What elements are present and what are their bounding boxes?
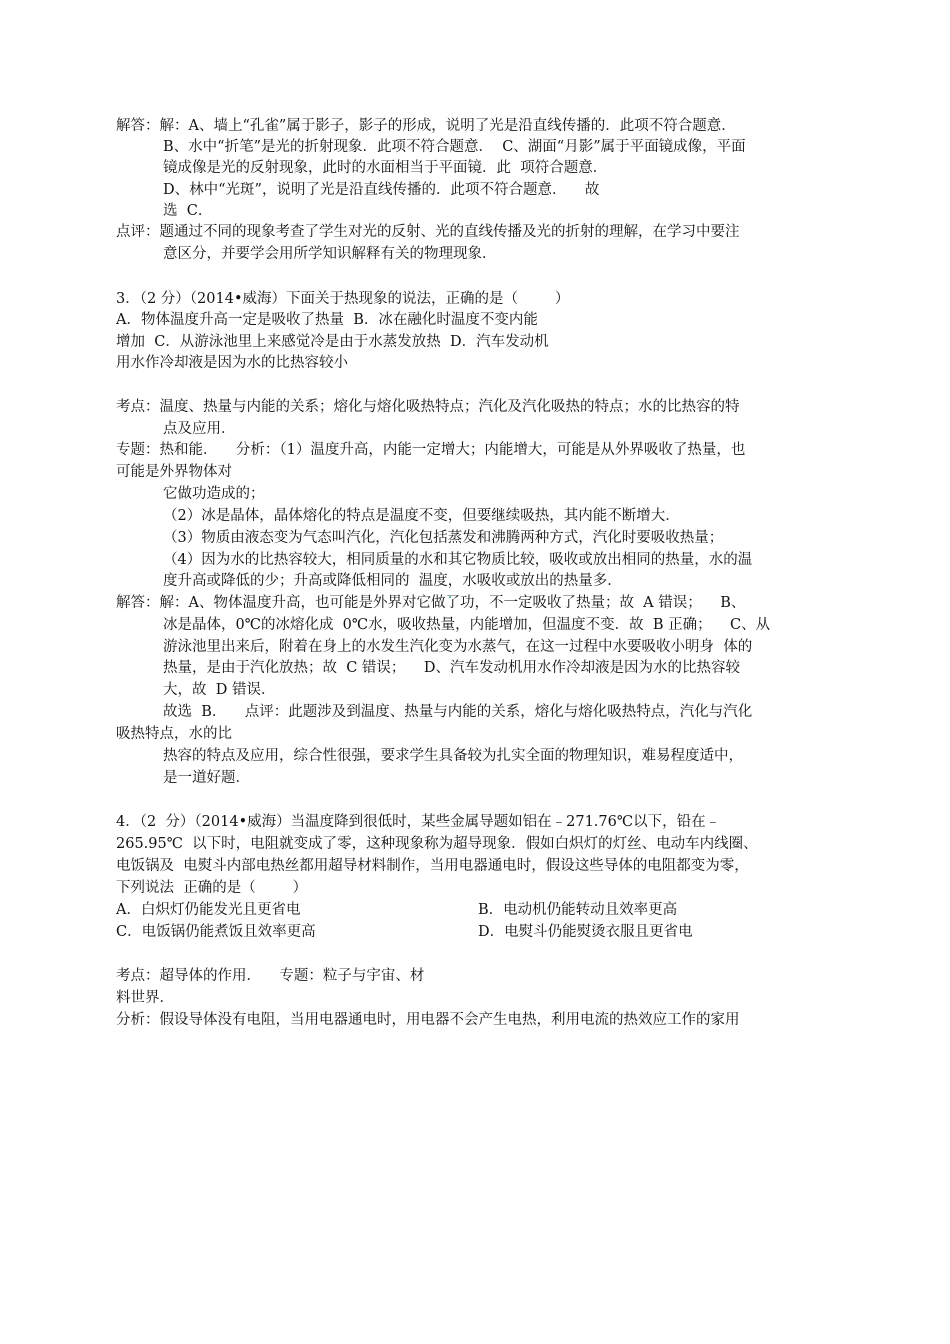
kaodian-line: 料世界．: [116, 990, 174, 1006]
kaodian-line: 考点：温度、热量与内能的关系；熔化与熔化吸热特点；汽化及汽化吸热的特点；水的比热容的特: [116, 399, 740, 415]
answer-line: 镜成像是光的反射现象，此时的水面相当于平面镜．此 项符合题意．: [163, 160, 608, 176]
analysis-line: 可能是外界物体对: [116, 464, 232, 480]
analysis-line: 专题：热和能． 分析：（1）温度升高，内能一定增大；内能增大，可能是从外界吸收了热量，也: [116, 442, 746, 458]
analysis-line: 分析：假设导体没有电阻，当用电器通电时，用电器不会产生电热，利用电流的热效应工作的家用: [116, 1012, 740, 1028]
question-stem: 电饭锅及 电熨斗内部电热丝都用超导材料制作，当用电器通电时，假设这些导体的电阻都变为零，: [116, 858, 749, 874]
question-stem: 4．（2 分）（2014•威海）当温度降到很低时，某些金属导题如铝在﹣271.76℃以下，铅在﹣: [116, 814, 721, 830]
answer-line: 游泳池里出来后，附着在身上的水发生汽化变为水蒸气，在这一过程中水要吸收小明身 体的: [163, 639, 753, 655]
answer-line: 吸热特点，水的比: [116, 726, 232, 742]
question-stem: 265.95℃ 以下时，电阻就变成了零，这种现象称为超导现象．假如白炽灯的灯丝、电动车内线圈、: [116, 836, 758, 852]
option-c: C．电饭锅仍能煮饭且效率更高: [116, 924, 316, 940]
answer-line: 冰是晶体，0℃的冰熔化成 0℃水，吸收热量，内能增加，但温度不变．故 B 正确； C、从: [163, 617, 771, 633]
question-stem: 3．（2 分）（2014•威海）下面关于热现象的说法，正确的是（ ）: [116, 291, 570, 307]
analysis-line: （3）物质由液态变为气态叫汽化，汽化包括蒸发和沸腾两种方式，汽化时要吸收热量；: [163, 530, 724, 546]
answer-line: 解答：解：A、物体温度升高，也可能是外界对它做了功，不一定吸收了热量；故 A 错误； B、: [116, 595, 746, 611]
answer-line: 大，故 D 错误．: [163, 682, 276, 698]
question-options-line: 用水作冷却液是因为水的比热容较小: [116, 355, 348, 371]
answer-line: 是一道好题．: [163, 770, 250, 786]
comment-line: 意区分，并要学会用所学知识解释有关的物理现象．: [163, 246, 497, 262]
analysis-line: （4）因为水的比热容较大，相同质量的水和其它物质比较，吸收或放出相同的热量，水的温: [163, 552, 753, 568]
answer-line: 热容的特点及应用，综合性很强，要求学生具备较为扎实全面的物理知识，难易程度适中，: [163, 748, 743, 764]
answer-line: 故选 B． 点评：此题涉及到温度、热量与内能的关系，熔化与熔化吸热特点，汽化与汽化: [163, 704, 753, 720]
comment-line: 点评：题通过不同的现象考查了学生对光的反射、光的直线传播及光的折射的理解，在学习中要注: [116, 224, 740, 240]
option-a: A．白炽灯仍能发光且更省电: [116, 902, 301, 918]
analysis-line: （2）冰是晶体，晶体熔化的特点是温度不变，但要继续吸热，其内能不断增大．: [163, 508, 680, 524]
answer-line: 热量，是由于汽化放热；故 C 错误； D、汽车发动机用水作冷却液是因为水的比热容较: [163, 660, 740, 676]
question-options-line: A．物体温度升高一定是吸收了热量 B．冰在融化时温度不变内能: [116, 312, 538, 328]
kaodian-line: 考点：超导体的作用． 专题：粒子与宇宙、材: [116, 968, 425, 984]
answer-line: D、林中“光斑”，说明了光是沿直线传播的．此项不符合题意． 故: [163, 182, 600, 198]
option-b: B．电动机仍能转动且效率更高: [478, 902, 678, 918]
kaodian-line: 点及应用．: [163, 421, 236, 437]
analysis-line: 它做功造成的；: [163, 486, 265, 502]
question-stem: 下列说法 正确的是（ ）: [116, 880, 308, 896]
question-options-line: 增加 C．从游泳池里上来感觉冷是由于水蒸发放热 D．汽车发动机: [116, 334, 549, 350]
option-d: D．电熨斗仍能熨烫衣服且更省电: [478, 924, 693, 940]
answer-line: 选 C．: [163, 203, 213, 219]
analysis-line: 度升高或降低的少；升高或降低相同的 温度，水吸收或放出的热量多．: [163, 573, 622, 589]
answer-line: 解答：解：A、墙上“孔雀”属于影子，影子的形成，说明了光是沿直线传播的．此项不符合题意．: [116, 118, 736, 134]
answer-line: B、水中“折笔”是光的折射现象．此项不符合题意． C、湖面“月影”属于平面镜成像，平面: [163, 139, 746, 155]
